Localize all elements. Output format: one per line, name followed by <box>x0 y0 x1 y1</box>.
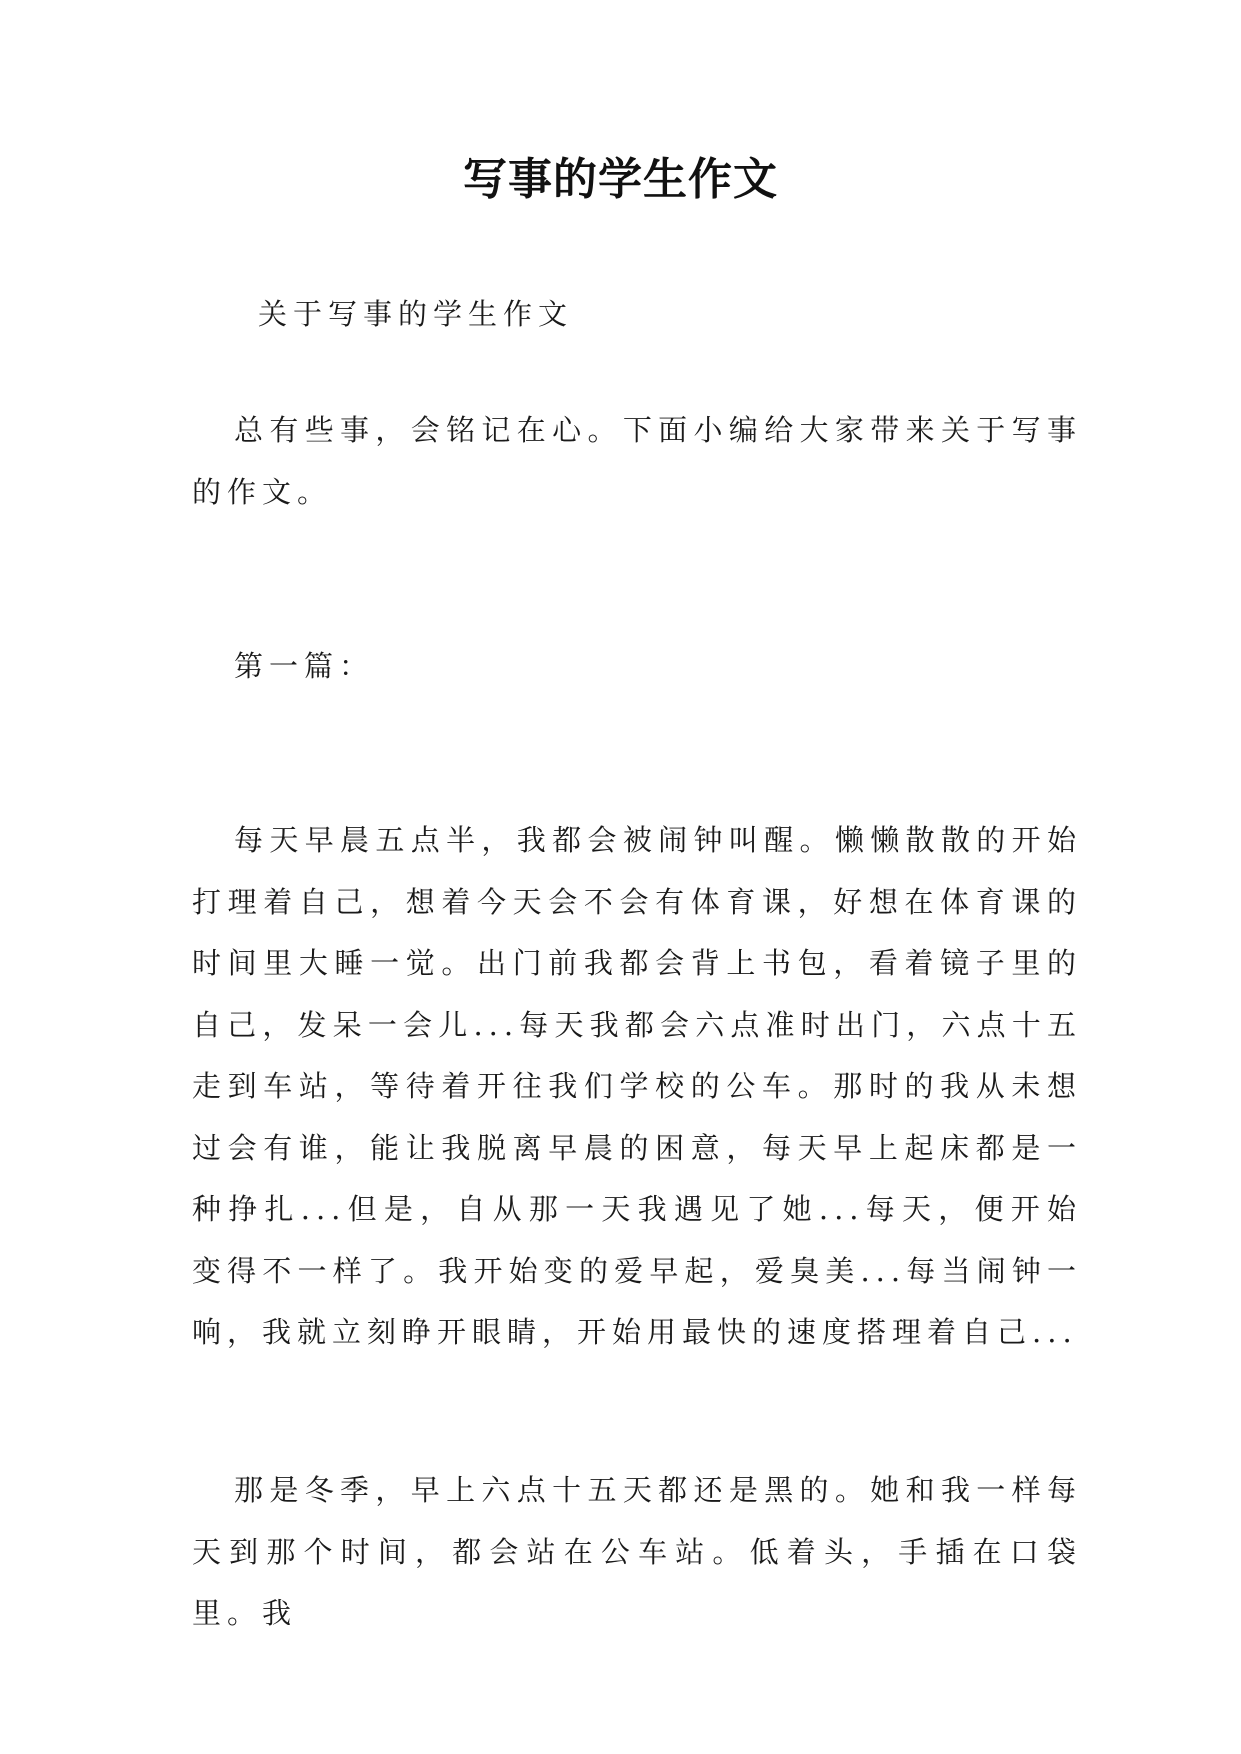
body-paragraph: 每天早晨五点半，我都会被闹钟叫醒。懒懒散散的开始打理着自己，想着今天会不会有体育课，好想在体育课的时间里大睡一觉。出门前我都会背上书包，看着镜子里的自己，发呆一会儿...每天我都会六点准时出门，六点十五走到车站，等待着开往我们学校的公车。那时的我从未想过会有谁，能让我脱离早晨的困意，每天早上起床都是一种挣扎...但是，自从那一天我遇见了她...每天，便开始变得不一样了。我开始变的爱早起，爱臭美...每当闹钟一响，我就立刻睁开眼睛，开始用最快的速度搭理着自己... <box>192 823 1082 1349</box>
document-title: 写事的学生作文 <box>463 154 778 205</box>
intro-paragraph: 总有些事，会铭记在心。下面小编给大家带来关于写事的作文。 <box>192 413 1082 509</box>
section-heading: 第一篇： <box>234 649 375 683</box>
document-subtitle: 关于写事的学生作文 <box>258 297 574 331</box>
body-paragraph: 那是冬季，早上六点十五天都还是黑的。她和我一样每天到那个时间，都会站在公车站。低着头，手插在口袋里。我 <box>192 1473 1082 1630</box>
